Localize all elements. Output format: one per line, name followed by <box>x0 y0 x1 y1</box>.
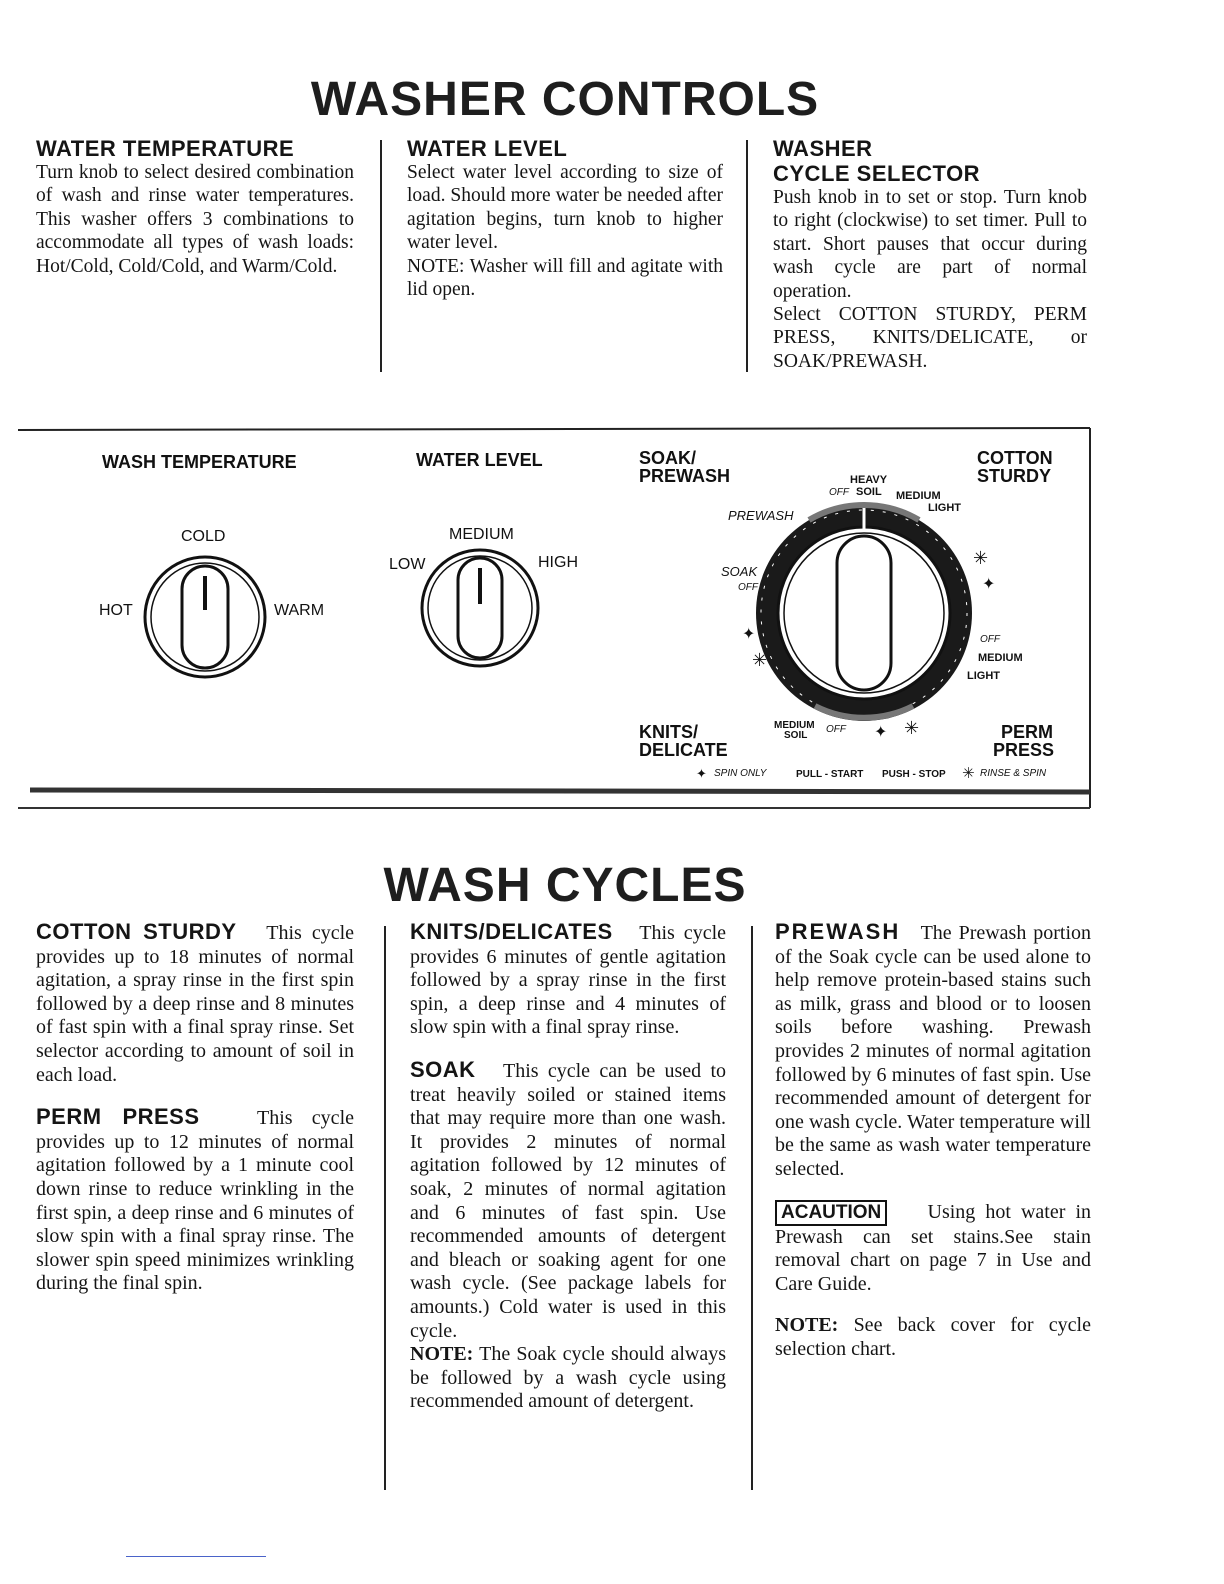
perm-press-text: This cycle provides up to 12 minutes of normal agitation followed by a 1 minute cool down rinse to reduce wrinkling in the first spin, a deep rinse and 6 minutes of slow spin with a final spray rinse. The slower spin speed minimizes wrinkling during the final spin. <box>36 1107 354 1295</box>
perm-press-label-1: PERM <box>1001 722 1054 742</box>
water-temperature-section <box>36 136 354 278</box>
cycle-selector-text: Push knob in to set or stop. Turn knob to right (clockwise) to set timer. Pull to start. Short pauses that occur during wash cycle are part of normal operation. <box>773 187 1087 302</box>
off-top-label: OFF <box>829 487 849 498</box>
off-soak-label: OFF <box>738 582 758 593</box>
cycle-selector-heading-2: CYCLE SELECTOR <box>773 161 981 186</box>
water-level-panel-label: WATER LEVEL <box>416 450 543 470</box>
prewash-note-paragraph <box>775 1314 1091 1361</box>
prewash-heading: PREWASH <box>775 919 901 944</box>
soak-text: This cycle can be used to treat heavily soiled or stained items that may require more than one wash. It provides 2 minutes of normal agitation followed by 12 minutes of soak, 2 minutes of normal agitation and 6 minutes of fast spin. Use recommended amounts of detergent and bleach or soaking agent for one wash cycle. (See package labels for amounts.) Cold water is used in this cycle. <box>410 1059 726 1342</box>
wash-temperature-label: WASH TEMPERATURE <box>102 452 297 472</box>
footer-line <box>126 1556 266 1557</box>
spin-only-icon: ✦ <box>874 724 888 741</box>
wash-cycles-column-3 <box>775 920 1091 1380</box>
level-low-label: LOW <box>389 556 426 573</box>
temperature-knob[interactable] <box>140 552 270 682</box>
soak-heading: SOAK <box>410 1056 476 1082</box>
soil-bottom-label: SOIL <box>784 730 808 741</box>
water-level-text: Select water level according to size of load. Should more water be needed after agitation begins, turn knob to higher water level. <box>407 162 723 254</box>
soak-dial-label: SOAK <box>721 564 758 579</box>
wash-cycles-title: WASH CYCLES <box>383 859 747 912</box>
prewash-note-label: NOTE: <box>775 1314 839 1337</box>
temp-warm-label: WARM <box>274 602 325 619</box>
off-bottom-label: OFF <box>826 724 846 735</box>
rinse-spin-icon: ✳ <box>962 765 975 782</box>
rinse-spin-icon: ✳ <box>904 718 920 738</box>
water-temperature-heading: WATER TEMPERATURE <box>36 136 295 161</box>
spin-only-icon: ✦ <box>982 576 996 593</box>
light-right-label: LIGHT <box>967 670 1000 682</box>
perm-press-paragraph <box>36 1105 354 1296</box>
column-divider <box>751 926 753 1490</box>
column-divider <box>746 140 748 372</box>
water-level-section <box>407 136 723 301</box>
caution-paragraph <box>775 1200 1091 1297</box>
cotton-sturdy-heading: COTTON STURDY <box>36 919 237 944</box>
prewash-dial-label: PREWASH <box>728 508 794 523</box>
wash-cycles-column-2 <box>410 920 726 1432</box>
medium-right-label: MEDIUM <box>978 652 1023 664</box>
prewash-note-text: See back cover for cycle selection chart. <box>775 1314 1091 1360</box>
water-level-note: NOTE: Washer will fill and agitate with lid open. <box>407 255 723 301</box>
caution-badge: ACAUTION <box>775 1200 887 1226</box>
prewash-paragraph <box>775 920 1091 1182</box>
medium-bottom-label: MEDIUM <box>774 720 815 731</box>
knits-paragraph <box>410 920 726 1040</box>
knits-heading: KNITS/DELICATES <box>410 919 613 944</box>
level-high-label: HIGH <box>538 554 578 571</box>
soak-paragraph <box>410 1058 726 1343</box>
heavy-soil-label: SOIL <box>856 486 882 498</box>
water-temperature-text: Turn knob to select desired combination of wash and rinse water temperatures. This washer offers 3 combinations to accommodate all types of wash loads: Hot/Cold, Cold/Cold, and Warm/Cold. <box>36 162 354 277</box>
soak-note-text: The Soak cycle should always be followed by a wash cycle using recommended amount of detergent. <box>410 1343 726 1413</box>
temp-hot-label: HOT <box>99 602 133 619</box>
pull-start-legend: PULL - START <box>796 769 864 780</box>
push-stop-legend: PUSH - STOP <box>882 769 946 780</box>
spin-only-icon: ✦ <box>696 766 707 781</box>
knits-delicate-label-2: DELICATE <box>639 740 728 760</box>
cycle-selector-text-2: Select COTTON STURDY, PERM PRESS, KNITS/DELICATE, or SOAK/PREWASH. <box>773 304 1087 372</box>
cycle-selector-heading-1: WASHER <box>773 136 873 161</box>
water-level-knob[interactable] <box>418 546 542 670</box>
spin-only-legend: SPIN ONLY <box>714 768 767 779</box>
soak-note-label: NOTE: <box>410 1343 474 1366</box>
water-level-heading: WATER LEVEL <box>407 136 568 161</box>
temp-cold-label: COLD <box>181 528 226 545</box>
off-right-label: OFF <box>980 634 1000 645</box>
cycle-selector-section <box>773 136 1087 373</box>
perm-press-heading: PERM PRESS <box>36 1104 200 1130</box>
column-divider <box>384 926 386 1490</box>
rinse-spin-legend: RINSE & SPIN <box>980 768 1047 779</box>
heavy-label: HEAVY <box>850 474 888 486</box>
light-top-label: LIGHT <box>928 502 961 514</box>
perm-press-label-2: PRESS <box>993 740 1055 760</box>
page-title: WASHER CONTROLS <box>310 73 820 126</box>
cotton-sturdy-label-1: COTTON <box>977 448 1053 468</box>
level-medium-label: MEDIUM <box>449 526 514 543</box>
wash-cycles-column-1 <box>36 920 354 1314</box>
cotton-sturdy-paragraph <box>36 920 354 1087</box>
caution-text: Using hot water in Prewash can set stains.See stain removal chart on page 7 in Use and Care Guide. <box>775 1200 1092 1295</box>
rinse-spin-icon: ✳ <box>752 650 768 670</box>
medium-top-label: MEDIUM <box>896 490 941 502</box>
column-divider <box>380 140 382 372</box>
spin-only-icon: ✦ <box>742 626 756 643</box>
knits-text: This cycle provides 6 minutes of gentle agitation followed by a spray rinse in the first spin, a deep rinse and 4 minutes of slow spin with a final spray rinse. <box>410 922 726 1039</box>
soak-prewash-label-1: SOAK/ <box>639 448 697 468</box>
soak-note-paragraph <box>410 1343 726 1414</box>
knits-delicate-label-1: KNITS/ <box>639 722 699 742</box>
prewash-text: The Prewash portion of the Soak cycle can be used alone to help remove protein-based stains such as milk, grass and blood or to loosen soils before washing. Prewash provides 2 minutes of normal agitation followed by 6 minutes of fast spin. Use recommended amount of detergent for one wash cycle. Water temperature will be the same as wash water temperature selected. <box>775 922 1091 1180</box>
soak-prewash-label-2: PREWASH <box>639 466 731 486</box>
control-panel <box>18 424 1092 810</box>
rinse-spin-icon: ✳ <box>973 548 989 568</box>
cotton-sturdy-text: This cycle provides up to 18 minutes of normal agitation, a spray rinse in the first spin followed by a deep rinse and 8 minutes of fast spin with a final spray rinse. Set selector according to amount of soil in each load. <box>36 922 355 1086</box>
cycle-selector-knob[interactable] <box>751 500 977 726</box>
cotton-sturdy-label-2: STURDY <box>977 466 1052 486</box>
